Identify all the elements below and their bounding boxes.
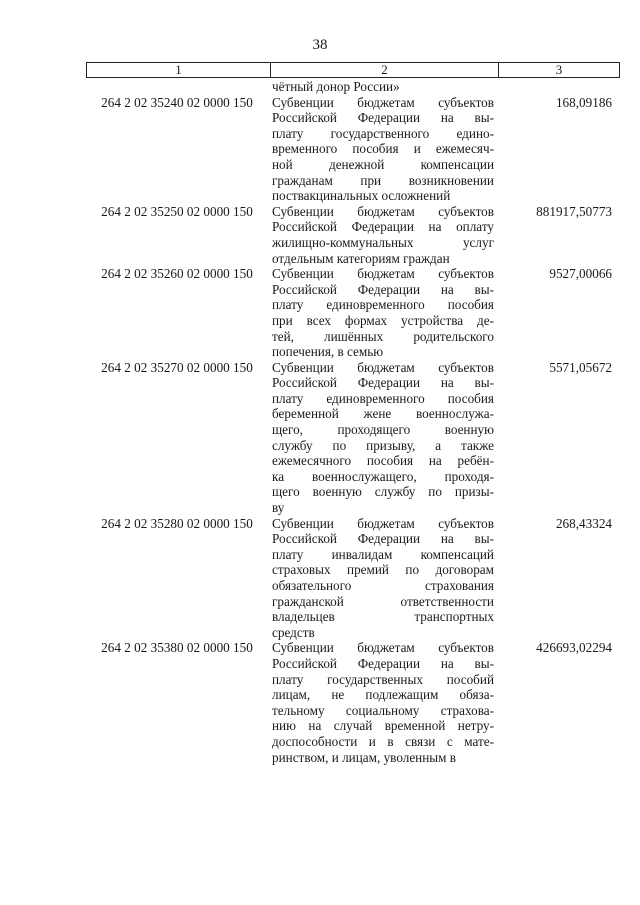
description-line: тельному социальному страхова- [272,702,494,718]
description-line: Субвенции бюджетам субъектов [272,203,494,219]
header-col-2: 2 [271,63,499,77]
header-col-3: 3 [555,62,563,77]
description-line: службу по призыву, а также [272,437,494,453]
table-header [86,62,620,78]
continuation-row [86,79,620,95]
row-value: 9527,00066 [549,266,612,282]
header-col-1: 1 [87,63,271,77]
description-line: плату единовременного пособия [272,297,494,313]
description-line: плату инвалидам компенсаций [272,546,494,562]
description-line: Российской Федерации на вы- [272,281,494,297]
description-line: обязательного страхования [272,578,494,593]
row-code: 264 2 02 35280 02 0000 150 [101,515,253,531]
row-description [270,516,498,641]
description-line: средств [272,624,315,640]
description-line: Субвенции бюджетам субъектов [272,94,494,110]
description-line: гражданской ответственности [272,593,494,609]
description-line: нию на случай временной нетру- [272,718,494,734]
page-number: 38 [312,37,328,53]
description-line: попечения, в семью [272,344,384,360]
table-row [86,360,620,516]
description-line: при всех формах устройства де- [272,312,494,328]
description-line: щего военную службу по призы- [272,484,494,500]
description-line: чётный донор России» [272,79,400,94]
row-code: 264 2 02 35270 02 0000 150 [101,359,253,375]
description-line: владельцев транспортных [272,609,494,625]
description-line: щего, проходящего военную [272,422,494,438]
row-value-empty [498,79,620,95]
row-value: 881917,50773 [536,203,612,219]
description-line: Субвенции бюджетам субъектов [272,640,494,656]
description-line: ной денежной компенсации [272,156,494,172]
description-line: беременной жене военнослужа- [272,406,494,422]
description-line: Субвенции бюджетам субъектов [272,359,494,375]
description-line: плату государственного едино- [272,125,494,141]
table-row [86,266,620,360]
row-code: 264 2 02 35240 02 0000 150 [101,94,253,110]
table-row [86,204,620,266]
description-line: ка военнослужащего, проходя- [272,468,494,484]
description-line: отдельным категориям граждан [272,250,450,266]
description-line: ежемесячного пособия на ребён- [272,453,494,469]
description-line: доспособности и в связи с мате- [272,733,494,749]
table-row [86,95,620,204]
description-line: ву [272,500,285,516]
description-line: жилищно-коммунальных услуг [272,234,494,250]
row-description [270,360,498,516]
table-row [86,640,620,765]
description-line: Субвенции бюджетам субъектов [272,515,494,531]
row-code-empty [86,79,270,95]
description-line: плату единовременного пособия [272,390,494,406]
description-line: Российской Федерации на вы- [272,531,494,547]
row-code: 264 2 02 35250 02 0000 150 [101,203,253,219]
row-description [270,640,498,765]
description-line: ринством, и лицам, уволенным в [272,749,457,765]
description-line: Российской Федерации на оплату [272,219,494,235]
row-value: 168,09186 [555,94,612,110]
description-line: страховых премий по договорам [272,562,494,578]
row-code: 264 2 02 35260 02 0000 150 [101,266,253,282]
description-line: тей, лишённых родительского [272,328,494,344]
description-line: лицам, не подлежащим обяза- [272,687,494,703]
description-line: гражданам при возникновении [272,172,494,188]
row-description [270,266,498,360]
row-description [270,79,498,95]
description-line: Российской Федерации на вы- [272,655,494,671]
row-description [270,204,498,266]
description-line: Российской Федерации на вы- [272,375,494,391]
description-line: поствакцинальных осложнений [272,188,451,204]
table-row [86,516,620,641]
description-line: плату государственных пособий [272,671,494,687]
row-value: 5571,05672 [549,359,612,375]
description-line: Российской Федерации на вы- [272,110,494,126]
row-value: 426693,02294 [536,640,612,656]
row-description [270,95,498,204]
table-body [86,79,620,765]
row-code: 264 2 02 35380 02 0000 150 [101,640,253,656]
row-value: 268,43324 [555,515,612,531]
description-line: временного пособия и ежемесяч- [272,141,494,157]
description-line: Субвенции бюджетам субъектов [272,266,494,282]
